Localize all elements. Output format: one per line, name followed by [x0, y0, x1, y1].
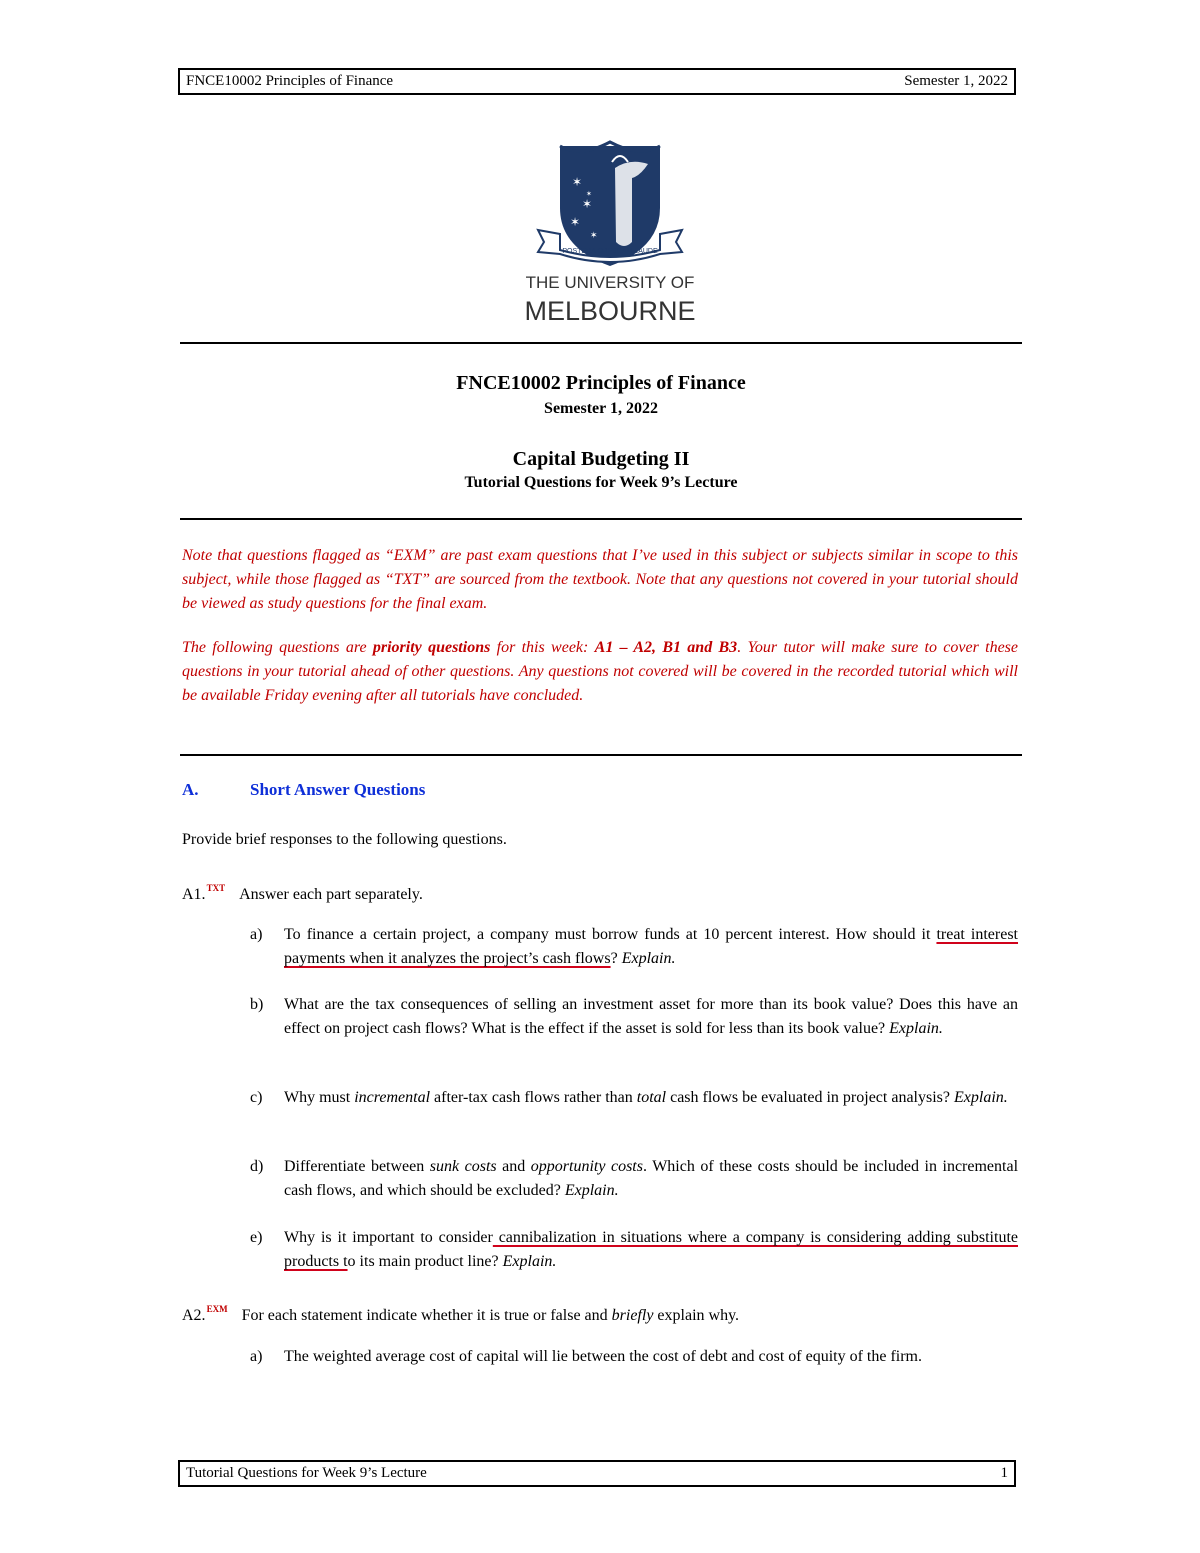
question-part: a) The weighted average cost of capital will lie between the cost of debt and cost of equity of the firm. [250, 1348, 922, 1365]
page-footer [178, 1460, 1016, 1487]
question-part: b) What are the tax consequences of selling an investment asset for more than its book value? Does this have an effect on project cash flows? What is the effect if the asset is sold for less than its book value? Explain. [250, 996, 1018, 1037]
document-subtitle: Tutorial Questions for Week 9’s Lecture [464, 474, 738, 491]
section-heading: A. Short Answer Questions [182, 780, 426, 799]
svg-text:✶: ✶ [586, 190, 592, 198]
page-number: 1 [1000, 1465, 1008, 1481]
divider [180, 754, 1022, 756]
highlight-underline: cannibalization in situations where a company is considering adding substitute products t [284, 1229, 1018, 1270]
footer-title: Tutorial Questions for Week 9’s Lecture [186, 1465, 427, 1481]
svg-text:✶: ✶ [570, 215, 581, 229]
question-part: c) Why must incremental after-tax cash flows rather than total cash flows be evaluated in project analysis? Explain. [250, 1089, 1008, 1106]
logo-line2: MELBOURNE [524, 296, 696, 326]
question-part: d) Differentiate between sunk costs and opportunity costs. Which of these costs should be included in incremental cash flows, and which should be excluded? Explain. [250, 1158, 1019, 1199]
svg-text:✶: ✶ [582, 197, 593, 211]
flag-badge: EXM [206, 1304, 228, 1314]
highlight-underline: treat interest payments when it analyzes the project’s cash flows [284, 926, 1019, 967]
page-header [178, 68, 1016, 95]
question-part: e) Why is it important to consider cannibalization in situations where a company is considering adding substitute products to its main product line? Explain. [250, 1229, 1018, 1270]
note-priority: The following questions are priority questions for this week: A1 – A2, B1 and B3. Your tutor will make sure to cover these questions in your tutorial ahead of other questions. Any questions not covered will be covered in the recorded tutorial which will be available Friday evening after all tutorials have concluded. [182, 639, 1018, 704]
question-part: a) To finance a certain project, a company must borrow funds at 10 percent interest. How should it treat interest payments when it analyzes the project’s cash flows? Explain. [250, 926, 1019, 967]
logo-line1: THE UNIVERSITY OF [525, 273, 695, 292]
divider [180, 342, 1022, 344]
question-a1: A1.$^{TXT}$ Answer each part separately. [182, 883, 423, 903]
logo-motto: POSTERA CRESCAM LAUDE [562, 248, 658, 255]
flag-badge: TXT [206, 883, 226, 893]
svg-text:✶: ✶ [590, 230, 598, 240]
header-semester: Semester 1, 2022 [904, 73, 1008, 89]
section-intro: Provide brief responses to the following questions. [182, 831, 507, 848]
svg-text:✶: ✶ [572, 175, 583, 189]
divider [180, 518, 1022, 520]
document-semester: Semester 1, 2022 [544, 400, 658, 417]
document-topic: Capital Budgeting II [512, 448, 690, 470]
document-title: FNCE10002 Principles of Finance [456, 372, 746, 394]
university-logo [520, 138, 700, 328]
question-a2: A2.$^{EXM}$ For each statement indicate whether it is true or false and briefly explain why. [182, 1304, 740, 1324]
header-course: FNCE10002 Principles of Finance [186, 73, 394, 89]
note-flags: Note that questions flagged as “EXM” are past exam questions that I’ve used in this subject or subjects similar in scope to this subject, while those flagged as “TXT” are sourced from the textbook. Note that any questions not covered in your tutorial should be viewed as study questions for the final exam. [182, 547, 1018, 612]
